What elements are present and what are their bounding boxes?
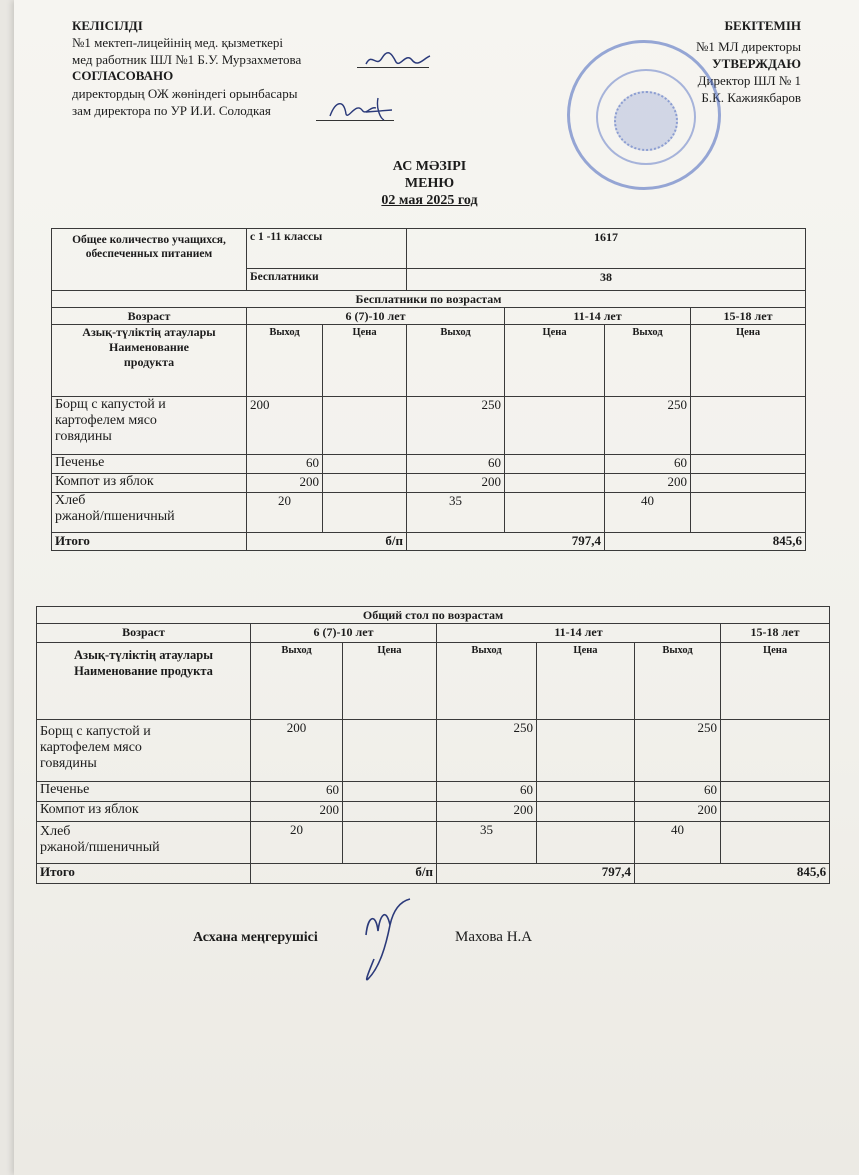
price-value [323,397,407,455]
price-value [537,802,635,822]
product-name-line: Хлеб [40,824,71,839]
emblem-icon [614,91,678,151]
output-value: 200 [251,802,343,822]
table-row [52,455,806,474]
output-value: 60 [247,455,323,474]
table-row [52,474,806,493]
total-value: 845,6 [605,533,806,551]
price-value [323,493,407,533]
table-row [37,720,830,782]
output-header: Выход [251,643,343,720]
product-header [52,325,247,397]
free-meals-table [51,228,806,551]
age-group-header: 15-18 лет [691,308,806,325]
price-header: Цена [721,643,830,720]
table-row [37,802,830,822]
product-header-kz: Азық-түліктің атаулары [82,325,216,339]
output-value: 20 [251,822,343,864]
output-value: 60 [251,782,343,802]
free-label: Бесплатники [247,269,407,291]
output-value: 40 [635,822,721,864]
product-name [37,720,251,782]
table-title: Общий стол по возрастам [37,607,830,624]
output-value: 60 [635,782,721,802]
table-row [52,397,806,455]
age-group-header: 6 (7)-10 лет [251,624,437,643]
output-value: 250 [437,720,537,782]
output-header: Выход [437,643,537,720]
output-header: Выход [407,325,505,397]
price-value [721,802,830,822]
title-kz: АС МӘЗІРІ [392,159,467,174]
output-value: 200 [605,474,691,493]
signature-deputy [326,94,396,122]
medic-name: мед работник ШЛ №1 Б.У. Мурзахметова [72,52,302,67]
price-value [537,782,635,802]
table-row [52,493,806,533]
total-value: 845,6 [635,864,830,884]
product-name: Печенье [52,455,247,474]
product-name: Компот из яблок [37,802,251,822]
age-group-header: 15-18 лет [721,624,830,643]
general-table [36,606,830,884]
output-header: Выход [605,325,691,397]
menu-date: 02 мая 2025 год [381,193,478,208]
price-value [537,822,635,864]
product-header-ru: продукта [123,355,175,369]
output-value: 250 [407,397,505,455]
output-value: 200 [251,720,343,782]
free-value: 38 [407,269,806,291]
table-row [37,822,830,864]
classes-label: с 1 -11 классы [247,229,407,269]
output-value: 60 [407,455,505,474]
total-value: 797,4 [437,864,635,884]
price-value [343,802,437,822]
canteen-manager-name: Махова Н.А [455,929,533,945]
product-name-line: говядины [55,429,112,444]
price-value [505,455,605,474]
director-name: Б.К. Кажиякбаров [701,90,801,105]
price-value [343,720,437,782]
output-value: 60 [437,782,537,802]
output-value: 200 [407,474,505,493]
age-group-header: 11-14 лет [437,624,721,643]
price-value [691,397,806,455]
age-header: Возраст [52,308,247,325]
table-row [37,782,830,802]
output-header: Выход [635,643,721,720]
director-position-ru: Директор ШЛ № 1 [697,73,801,88]
product-header [37,643,251,720]
product-name: Компот из яблок [52,474,247,493]
product-name [52,493,247,533]
total-row [52,533,806,551]
product-name-line: ржаной/пшеничный [40,840,160,855]
product-name-line: ржаной/пшеничный [55,509,175,524]
price-value [505,474,605,493]
utverzhdayu-heading: УТВЕРЖДАЮ [712,56,801,71]
output-value: 40 [605,493,691,533]
output-value: 35 [407,493,505,533]
deputy-position: директордың ОЖ жөніндегі орынбасары [72,86,298,101]
output-value: 60 [605,455,691,474]
output-value: 200 [437,802,537,822]
students-count-label: Общее количество учащихся, обеспеченных питанием [52,229,247,291]
price-value [343,822,437,864]
price-header: Цена [537,643,635,720]
price-value [505,493,605,533]
price-header: Цена [505,325,605,397]
product-name-line: картофелем мясо [55,413,157,428]
deputy-name: зам директора по УР И.И. Солодкая [72,103,271,118]
table-title: Бесплатники по возрастам [52,291,806,308]
price-header: Цена [343,643,437,720]
total-label: Итого [37,864,251,884]
price-value [691,474,806,493]
product-header-ru: Наименование [109,340,189,354]
age-group-header: 11-14 лет [505,308,691,325]
price-value [691,455,806,474]
output-value: 20 [247,493,323,533]
output-value: 250 [635,720,721,782]
signature-medic [362,48,434,70]
director-position-kz: №1 МЛ директоры [695,39,801,54]
bekitemin-heading: БЕКІТЕМІН [724,18,801,33]
product-name-line: говядины [40,756,97,771]
price-header: Цена [691,325,806,397]
medic-position: №1 мектеп-лицейінің мед. қызметкері [72,35,284,50]
total-label: Итого [52,533,247,551]
soglasovano-heading: СОГЛАСОВАНО [72,68,174,83]
classes-value: 1617 [407,229,806,269]
output-value: 200 [247,397,323,455]
price-value [323,474,407,493]
product-name-line: Борщ с капустой и [40,724,151,739]
product-name-line: картофелем мясо [40,740,142,755]
product-name-line: Хлеб [55,493,86,508]
price-value [343,782,437,802]
product-name [37,822,251,864]
product-name-line: Борщ с капустой и [55,397,166,412]
product-name [52,397,247,455]
canteen-manager-label: Асхана меңгерушісі [193,930,318,945]
price-value [323,455,407,474]
price-value [721,782,830,802]
total-value: б/п [247,533,407,551]
age-group-header: 6 (7)-10 лет [247,308,505,325]
price-value [537,720,635,782]
total-value: 797,4 [407,533,605,551]
output-value: 200 [247,474,323,493]
total-row [37,864,830,884]
output-header: Выход [247,325,323,397]
price-value [721,822,830,864]
total-value: б/п [251,864,437,884]
price-value [721,720,830,782]
price-header: Цена [323,325,407,397]
product-header-ru: Наименование продукта [74,664,213,678]
price-value [505,397,605,455]
output-value: 200 [635,802,721,822]
output-value: 35 [437,822,537,864]
price-value [691,493,806,533]
signature-manager [360,895,416,985]
age-header: Возраст [37,624,251,643]
title-ru: МЕНЮ [404,176,455,191]
output-value: 250 [605,397,691,455]
kelisildi-heading: КЕЛІСІЛДІ [72,18,143,33]
product-name: Печенье [37,782,251,802]
product-header-kz: Азық-түліктің атаулары [74,648,213,662]
